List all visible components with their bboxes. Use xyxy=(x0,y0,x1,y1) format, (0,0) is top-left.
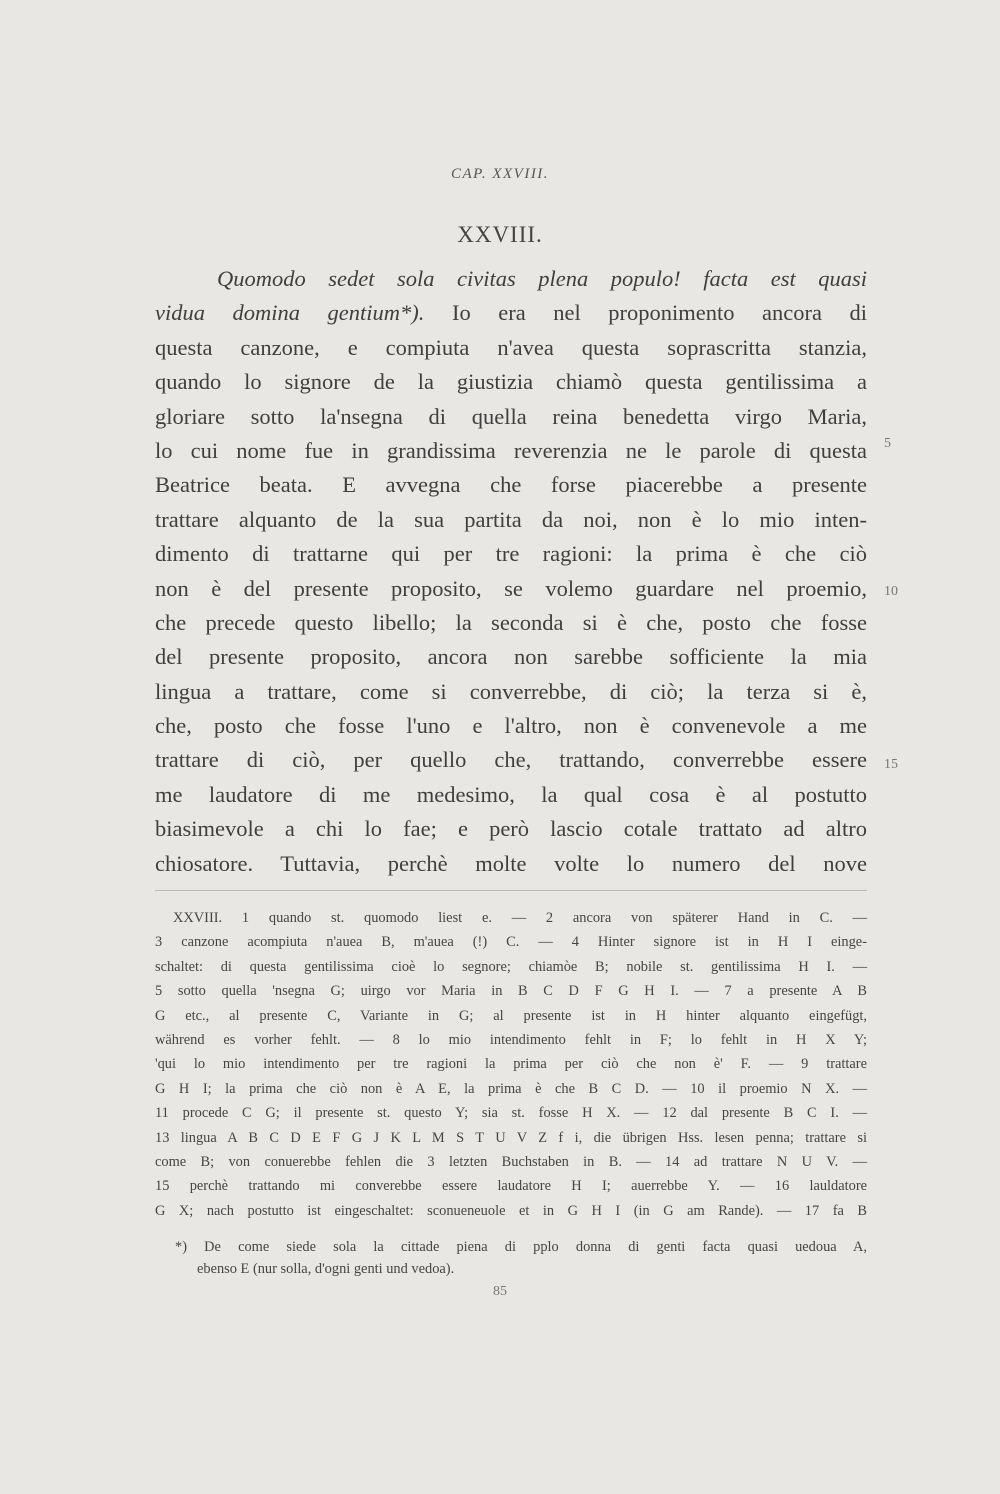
text-line: trattare alquanto de la sua partita da noi, non è lo mio inten- xyxy=(155,506,867,532)
note-line: schaltet: di questa gentilissima cioè lo segnore; chiamòe B; nobile st. gentilissima H I. — xyxy=(155,958,867,975)
note-line: 3 canzone acompiuta n'auea B, m'auea (!) C. — 4 Hinter signore ist in H I einge- xyxy=(155,934,867,951)
text-line: Beatrice beata. E avvegna che forse piacerebbe a presente xyxy=(155,472,867,498)
text-line: chiosatore. Tuttavia, perchè molte volte lo numero del nove xyxy=(155,850,867,876)
chapter-title: XXVIII. xyxy=(457,222,543,247)
note-line: G X; nach postutto ist eingeschaltet: sconueneuole et in G H I (in G am Rande). — 17 fa B xyxy=(155,1202,867,1219)
notes-divider xyxy=(155,890,867,891)
text-line: quando lo signore de la giustizia chiamò questa gentilissima a xyxy=(155,369,867,395)
text-line: me laudatore di me medesimo, la qual cosa è al postutto xyxy=(155,781,867,807)
line-number: 5 xyxy=(884,436,891,451)
text-line: trattare di ciò, per quello che, trattando, converrebbe essere xyxy=(155,747,867,773)
note-line: come B; von conuerebbe fehlen die 3 letzten Buchstaben in B. — 14 ad trattare N U V. — xyxy=(155,1154,867,1171)
footnote-line: *) De come siede sola la cittade piena di pplo donna di genti facta quasi uedoua A, xyxy=(175,1239,867,1255)
footnote-line: ebenso E (nur solla, d'ogni genti und vedoa). xyxy=(197,1261,455,1277)
text-line: questa canzone, e compiuta n'avea questa soprascritta stanzia, xyxy=(155,334,867,360)
note-line: XXVIII. 1 quando st. quomodo liest e. — 2 ancora von späterer Hand in C. — xyxy=(173,910,867,926)
running-head: CAP. XXVIII. xyxy=(450,166,550,182)
note-line: 'qui lo mio intendimento per tre ragioni la prima per ciò che non è' F. — 9 trattare xyxy=(155,1056,867,1073)
text-line xyxy=(155,296,867,330)
text-line: lingua a trattare, come si converrebbe, di ciò; la terza si è, xyxy=(155,678,867,704)
text-line: gloriare sotto la'nsegna di quella reina benedetta virgo Maria, xyxy=(155,403,867,429)
page-number: 85 xyxy=(493,1284,507,1299)
text-line: Quomodo sedet sola civitas plena populo! facta est quasi xyxy=(217,266,867,291)
text-line: lo cui nome fue in grandissima reverenzia ne le parole di questa xyxy=(155,437,867,463)
note-line: G H I; la prima che ciò non è A E, la prima è che B C D. — 10 il proemio N X. — xyxy=(155,1080,867,1097)
main-text xyxy=(155,262,867,881)
note-line: 13 lingua A B C D E F G J K L M S T U V Z f i, die übrigen Hss. lesen penna; trattare si xyxy=(155,1129,867,1146)
line-number: 15 xyxy=(884,757,898,772)
footnote xyxy=(155,1236,867,1280)
text-line: che, posto che fosse l'uno e l'altro, non è convenevole a me xyxy=(155,713,867,739)
text-line: del presente proposito, ancora non sarebbe sofficiente la mia xyxy=(155,644,867,670)
latin-quote: vidua domina gentium*). xyxy=(155,300,425,326)
text-line: dimento di trattarne qui per tre ragioni: la prima è che ciò xyxy=(155,541,867,567)
note-line: 5 sotto quella 'nsegna G; uirgo vor Maria in B C D F G H I. — 7 a presente A B xyxy=(155,983,867,1000)
note-line: G etc., al presente C, Variante in G; al presente ist in H hinter alquanto eingefügt, xyxy=(155,1007,867,1024)
text-line: non è del presente proposito, se volemo guardare nel proemio, xyxy=(155,575,867,601)
text-line: che precede questo libello; la seconda si è che, posto che fosse xyxy=(155,609,867,635)
note-line: 11 procede C G; il presente st. questo Y; sia st. fosse H X. — 12 dal presente B C I. — xyxy=(155,1105,867,1122)
critical-apparatus xyxy=(155,906,867,1223)
note-line: 15 perchè trattando mi converebbe essere laudatore H I; auerrebbe Y. — 16 lauldatore xyxy=(155,1178,867,1195)
text-line: biasimevole a chi lo fae; e però lascio cotale trattato ad altro xyxy=(155,816,867,842)
text-line-rest: Io era nel proponimento ancora di xyxy=(451,300,868,326)
note-line: während es vorher fehlt. — 8 lo mio intendimento fehlt in F; lo fehlt in H X Y; xyxy=(155,1032,867,1049)
line-number: 10 xyxy=(884,584,898,599)
